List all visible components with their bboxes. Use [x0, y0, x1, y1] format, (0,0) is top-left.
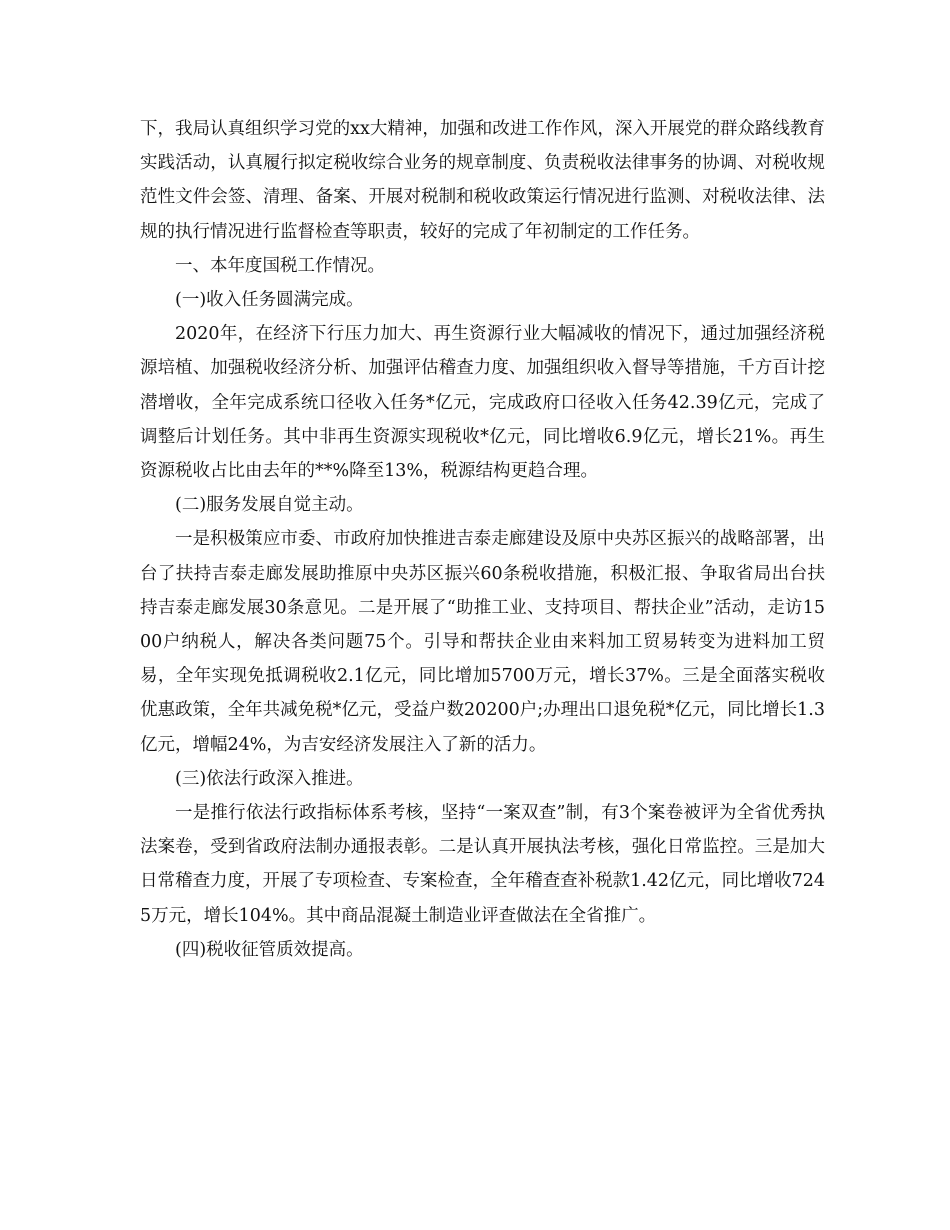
subheading-service-development: (二)服务发展自觉主动。	[175, 495, 364, 516]
subheading-law-administration: (三)依法行政深入推进。	[175, 768, 364, 789]
section-heading-annual-work: 一、本年度国税工作情况。	[175, 255, 385, 276]
body-paragraph-law: 一是推行依法行政指标体系考核，坚持“一案双查”制，有3个案卷被评为全省优秀执法案卷，受到省政府法制办通报表彰。二是认真开展执法考核，强化日常监控。三是加大日常稽查力度，开展了专项检查、专案检查，全年稽查查补税款1.42亿元，同比增收7245万元，增长104%。其中商品混凝土制造业评查做法在全省推广。	[140, 803, 825, 926]
body-paragraph-service: 一是积极策应市委、市政府加快推进吉泰走廊建设及原中央苏区振兴的战略部署，出台了扶持吉泰走廊发展助推原中央苏区振兴60条税收措施，积极汇报、争取省局出台扶持吉泰走廊发展30条意见。二是开展了“助推工业、支持项目、帮扶企业”活动，走访1500户纳税人，解决各类问题75个。引导和帮扶企业由来料加工贸易转变为进料加工贸易，全年实现免抵调税收2.1亿元，同比增加5700万元，增长37%。三是全面落实税收优惠政策，全年共减免税*亿元，受益户数20200户;办理出口退免税*亿元，同比增长1.3亿元，增幅24%，为吉安经济发展注入了新的活力。	[140, 529, 825, 755]
document-body	[140, 112, 825, 967]
body-paragraph-revenue: 2020年，在经济下行压力加大、再生资源行业大幅减收的情况下，通过加强经济税源培植、加强税收经济分析、加强评估稽查力度、加强组织收入督导等措施，千方百计挖潜增收，全年完成系统口径收入任务*亿元，完成政府口径收入任务42.39亿元，完成了调整后计划任务。其中非再生资源实现税收*亿元，同比增收6.9亿元，增长21%。再生资源税收占比由去年的**%降至13%，税源结构更趋合理。	[140, 324, 825, 482]
subheading-revenue-task: (一)收入任务圆满完成。	[175, 290, 364, 311]
subheading-tax-collection: (四)税收征管质效提高。	[175, 939, 364, 960]
body-paragraph-continued: 下，我局认真组织学习党的xx大精神，加强和改进工作作风，深入开展党的群众路线教育实践活动，认真履行拟定税收综合业务的规章制度、负责税收法律事务的协调、对税收规范性文件会签、清理、备案、开展对税制和税收政策运行情况进行监测、对税收法律、法规的执行情况进行监督检查等职责，较好的完成了年初制定的工作任务。	[140, 119, 825, 242]
